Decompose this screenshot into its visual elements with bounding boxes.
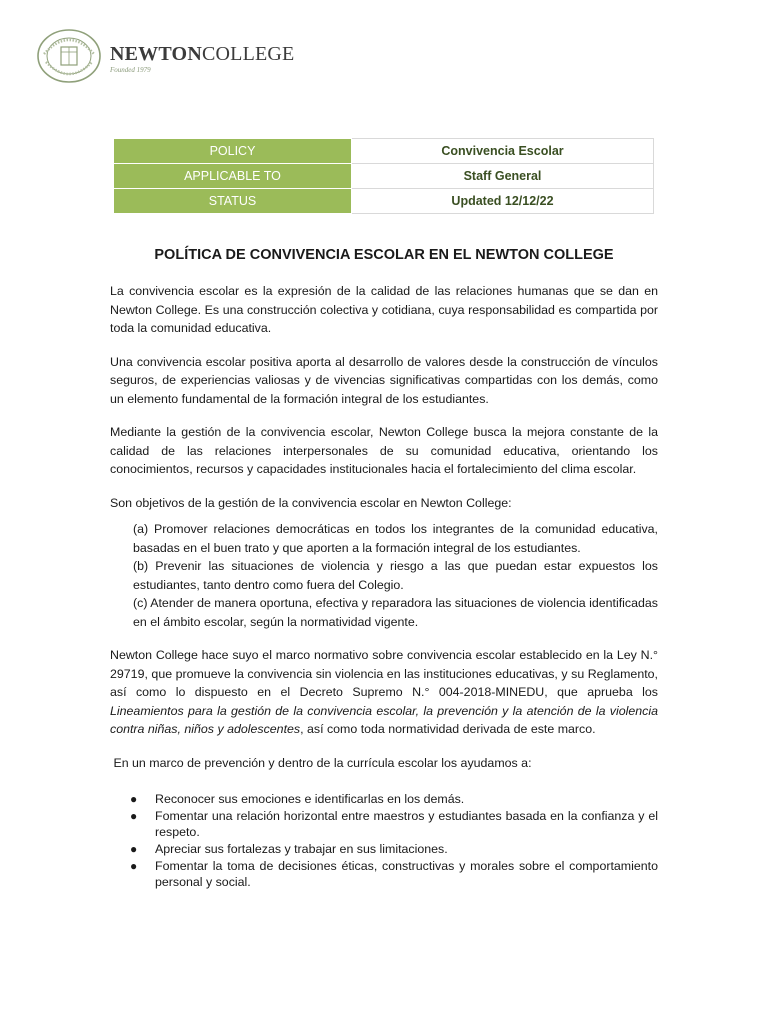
bullet-icon: ● [130,792,138,806]
brand-bold: NEWTON [110,43,202,65]
list-item [110,808,658,840]
header [36,28,336,84]
document-title: POLÍTICA DE CONVIVENCIA ESCOLAR EN EL NEWTON COLLEGE [154,247,614,263]
paragraph-text: Newton College hace suyo el marco normativo sobre convivencia escolar establecido en la Ley N.° 29719, que promueve la convivencia sin violencia en las instituciones educativas, y su Reglamento, así como lo dispuesto en el Decreto Supremo N.° 004-2018-MINEDU, que aprueba los [110,648,658,699]
table-row [114,189,654,214]
policy-meta-table [113,138,654,214]
meta-value: Convivencia Escolar [352,139,654,164]
document-body [110,282,658,891]
bullet-list [110,791,658,890]
paragraph-text: , así como toda normatividad derivada de este marco. [300,722,596,736]
meta-label: STATUS [114,189,352,214]
paragraph [110,646,658,739]
paragraph-italic: Lineamientos para la gestión de la convivencia escolar, la prevención y la atención de la violencia contra niñas, niños y adolescentes [110,703,658,736]
bullet-icon: ● [130,842,138,856]
bullet-icon: ● [130,859,138,873]
list-item-text: Fomentar una relación horizontal entre maestros y estudiantes basada en la confianza y el respeto. [155,809,658,839]
table-row [114,139,654,164]
list-item: (a) Promover relaciones democráticas en todos los integrantes de la comunidad educativa, basadas en el buen trato y que aporten a la formación integral de los estudiantes. [133,522,658,555]
meta-value: Staff General [352,164,654,189]
list-item [110,791,658,807]
table-row [114,164,654,189]
brand-rest: COLLEGE [201,43,295,65]
objectives-list [133,520,658,631]
founded-tagline: Founded 1979 [110,66,151,74]
list-item-text: Reconocer sus emociones e identificarlas en los demás. [155,792,465,806]
list-item: (c) Atender de manera oportuna, efectiva y reparadora las situaciones de violencia identificadas en el ámbito escolar, según la normatividad vigente. [133,596,658,629]
list-item-text: Apreciar sus fortalezas y trabajar en sus limitaciones. [155,842,448,856]
meta-label: APPLICABLE TO [114,164,352,189]
bullet-icon: ● [130,809,138,823]
paragraph: Una convivencia escolar positiva aporta al desarrollo de valores desde la construcción de vínculos seguros, de experiencias valiosas y de vivencias significativas compartidas con los demás, como un elemento fundamental de la formación integral de los estudiantes. [110,354,658,406]
list-item-text: Fomentar la toma de decisiones éticas, constructivas y morales sobre el comportamiento personal y social. [155,859,658,889]
brand-wordmark [110,43,294,66]
meta-value: Updated 12/12/22 [352,189,654,214]
list-item [110,841,658,857]
meta-label: POLICY [114,139,352,164]
paragraph: Son objetivos de la gestión de la convivencia escolar en Newton College: [110,495,512,510]
college-seal-logo [36,28,102,84]
paragraph: La convivencia escolar es la expresión de la calidad de las relaciones humanas que se dan en Newton College. Es una construcción colectiva y cotidiana, cuya responsabilidad es compartida por toda la comunidad educativa. [110,284,658,335]
paragraph: Mediante la gestión de la convivencia escolar, Newton College busca la mejora constante de la calidad de las relaciones interpersonales de su comunidad educativa, orientando los conocimientos, recursos y capacidades institucionales hacia el fortalecimiento del clima escolar. [110,425,658,476]
list-item: (b) Prevenir las situaciones de violencia y riesgo a las que puedan estar expuestos los estudiantes, tanto dentro como fuera del Colegio. [133,559,658,592]
list-item [110,858,658,890]
paragraph: En un marco de prevención y dentro de la currícula escolar los ayudamos a: [110,755,532,770]
